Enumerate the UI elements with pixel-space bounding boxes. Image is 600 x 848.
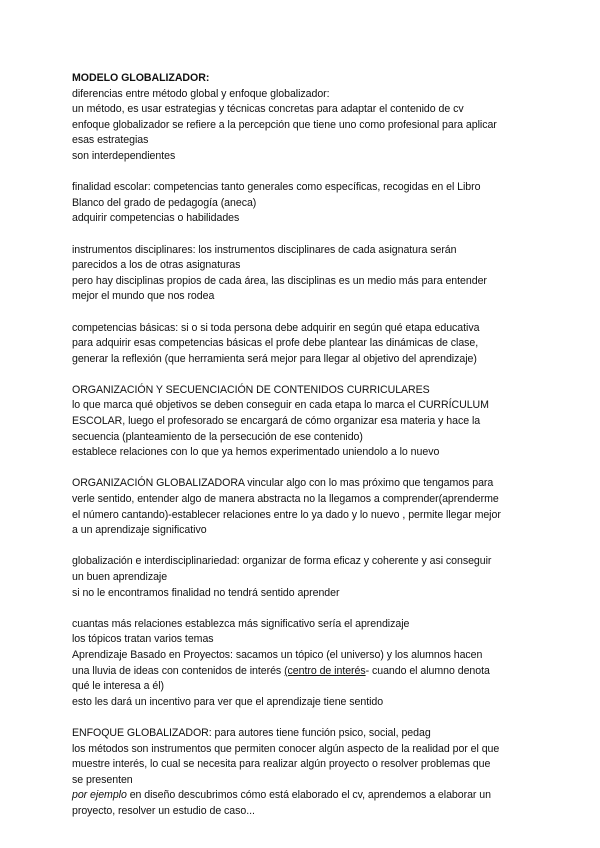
section-heading: ORGANIZACIÓN Y SECUENCIACIÓN DE CONTENIDOS CURRICULARES	[72, 383, 430, 396]
text-line: adquirir competencias o habilidades	[72, 212, 240, 225]
document-body	[72, 71, 532, 820]
text-line: globalización e interdisciplinariedad: organizar de forma eficaz y coherente y asi conseguir	[72, 555, 492, 568]
text-line: ORGANIZACIÓN GLOBALIZADORA vincular algo con lo mas próximo que tengamos para	[72, 477, 494, 490]
text-line: instrumentos disciplinares: los instrumentos disciplinares de cada asignatura serán	[72, 243, 457, 256]
text-line: a un aprendizaje significativo	[72, 524, 207, 537]
paragraph-gap	[72, 710, 532, 726]
text-line: cuantas más relaciones establezca más significativo sería el aprendizaje	[72, 617, 410, 630]
text-line: proyecto, resolver un estudio de caso...	[72, 804, 255, 817]
text-line: esas estrategias	[72, 134, 149, 147]
text-line: Aprendizaje Basado en Proyectos: sacamos un tópico (el universo) y los alumnos hacen	[72, 648, 483, 661]
paragraph-gap	[72, 367, 532, 383]
text-line: el número cantando)-establecer relaciones entre lo ya dado y lo nuevo , permite llegar mejor	[72, 508, 501, 521]
paragraph-gap	[72, 165, 532, 181]
text-line: si no le encontramos finalidad no tendrá sentido aprender	[72, 586, 340, 599]
text-line: los métodos son instrumentos que permiten conocer algún aspecto de la realidad por el que	[72, 742, 500, 755]
text-line: lo que marca qué objetivos se deben conseguir en cada etapa lo marca el CURRÍCULUM	[72, 399, 489, 412]
section-heading: ENFOQUE GLOBALIZADOR: para autores tiene función psico, social, pedag	[72, 726, 431, 739]
text-line: se presenten	[72, 773, 133, 786]
text-line: diferencias entre método global y enfoque globalizador:	[72, 87, 330, 100]
italic-term: por ejemplo	[72, 789, 127, 802]
text-line: verle sentido, entender algo de manera abstracta no la llegamos a comprender(aprenderme	[72, 493, 499, 506]
paragraph-gap	[72, 539, 532, 555]
text-fragment: una lluvia de ideas con contenidos de interés	[72, 664, 285, 677]
text-line: para adquirir esas competencias básicas el profe debe plantear las dinámicas de clase,	[72, 337, 479, 350]
text-line: esto les dará un incentivo para ver que el aprendizaje tiene sentido	[72, 695, 384, 708]
text-line: parecidos a los de otras asignaturas	[72, 259, 241, 272]
text-line: los tópicos tratan varios temas	[72, 633, 214, 646]
text-line: ESCOLAR, luego el profesorado se encargará de cómo organizar esa materia y hace la	[72, 415, 481, 428]
text-line: mejor el mundo que nos rodea	[72, 290, 215, 303]
text-line: generar la reflexión (que herramienta será mejor para llegar al objetivo del aprendizaje)	[72, 352, 477, 365]
text-line: enfoque globalizador se refiere a la percepción que tiene uno como profesional para aplicar	[72, 118, 497, 131]
text-line: competencias básicas: si o si toda persona debe adquirir en según qué etapa educativa	[72, 321, 480, 334]
document-title: MODELO GLOBALIZADOR:	[72, 72, 210, 84]
paragraph-gap	[72, 601, 532, 617]
text-line	[72, 788, 532, 804]
text-line: un método, es usar estrategias y técnicas concretas para adaptar el contenido de cv	[72, 103, 464, 116]
text-line: un buen aprendizaje	[72, 571, 168, 583]
text-line: establece relaciones con lo que ya hemos experimentado uniendolo a lo nuevo	[72, 446, 440, 459]
text-line: finalidad escolar: competencias tanto generales como específicas, recogidas en el Libro	[72, 181, 481, 194]
paragraph-gap	[72, 461, 532, 477]
underlined-term: (centro de interés	[284, 664, 366, 677]
text-line: Blanco del grado de pedagogía (aneca)	[72, 196, 257, 209]
text-fragment: - cuando el alumno denota	[365, 664, 490, 677]
text-line: qué le interesa a él)	[72, 680, 164, 693]
text-fragment: en diseño descubrimos cómo está elaborado el cv, aprendemos a elaborar un	[126, 789, 491, 802]
text-line: muestre interés, lo cual se necesita para realizar algún proyecto o resolver problemas que	[72, 758, 491, 771]
text-line: son interdependientes	[72, 149, 176, 162]
paragraph-gap	[72, 227, 532, 243]
text-line: pero hay disciplinas propios de cada área, las disciplinas es un medio más para entender	[72, 274, 487, 287]
paragraph-gap	[72, 305, 532, 321]
text-line	[72, 664, 532, 680]
text-line: secuencia (planteamiento de la persecución de ese contenido)	[72, 430, 363, 443]
